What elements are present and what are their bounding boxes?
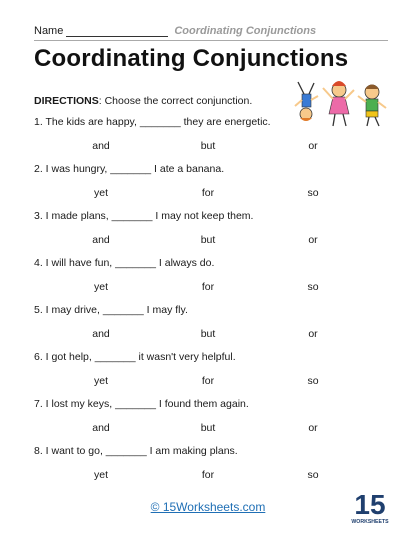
- question-text: 4. I will have fun, _______ I always do.: [34, 257, 215, 269]
- logo-number: 15: [354, 489, 386, 520]
- question-text: 2. I was hungry, _______ I ate a banana.: [34, 163, 225, 175]
- answer-option[interactable]: so: [307, 281, 319, 293]
- answer-option[interactable]: or: [308, 140, 318, 152]
- page-title: Coordinating Conjunctions: [34, 45, 349, 72]
- question-text: 7. I lost my keys, _______ I found them again.: [34, 398, 249, 410]
- answer-option[interactable]: but: [200, 422, 216, 434]
- answer-option[interactable]: yet: [93, 375, 109, 387]
- copyright-link[interactable]: © 15Worksheets.com: [150, 500, 266, 514]
- name-header: [34, 23, 404, 37]
- answer-options: [0, 328, 416, 342]
- answer-option[interactable]: and: [92, 140, 110, 152]
- answer-option[interactable]: yet: [93, 187, 109, 199]
- 15-worksheets-logo: [350, 486, 390, 526]
- name-label: Name: [34, 25, 64, 37]
- header-divider: [34, 40, 388, 41]
- answer-options: [0, 140, 416, 154]
- question-text: 5. I may drive, _______ I may fly.: [34, 304, 188, 316]
- answer-option[interactable]: but: [200, 328, 216, 340]
- header-sheet-title: Coordinating Conjunctions: [174, 25, 317, 37]
- logo-wordmark: WORKSHEETS: [351, 519, 389, 525]
- answer-option[interactable]: but: [200, 140, 216, 152]
- dancing-kids-illustration: [292, 78, 390, 128]
- answer-option[interactable]: for: [201, 281, 215, 293]
- answer-option[interactable]: yet: [93, 469, 109, 481]
- directions-text: : Choose the correct conjunction.: [98, 95, 253, 107]
- answer-options: [0, 281, 416, 295]
- answer-option[interactable]: or: [308, 234, 318, 246]
- answer-options: [0, 375, 416, 389]
- answer-option[interactable]: yet: [93, 281, 109, 293]
- answer-option[interactable]: or: [308, 422, 318, 434]
- question-text: 3. I made plans, _______ I may not keep them.: [34, 210, 254, 222]
- answer-options: [0, 469, 416, 483]
- answer-option[interactable]: so: [307, 187, 319, 199]
- question-text: 1. The kids are happy, _______ they are energetic.: [34, 116, 271, 128]
- answer-option[interactable]: for: [201, 469, 215, 481]
- answer-option[interactable]: or: [308, 328, 318, 340]
- answer-option[interactable]: but: [200, 234, 216, 246]
- answer-option[interactable]: for: [201, 375, 215, 387]
- answer-option[interactable]: so: [307, 469, 319, 481]
- answer-options: [0, 234, 416, 248]
- directions: [34, 95, 252, 107]
- answer-option[interactable]: so: [307, 375, 319, 387]
- answer-options: [0, 187, 416, 201]
- answer-option[interactable]: and: [92, 328, 110, 340]
- question-text: 6. I got help, _______ it wasn't very helpful.: [34, 351, 236, 363]
- answer-option[interactable]: and: [92, 234, 110, 246]
- answer-options: [0, 422, 416, 436]
- name-field[interactable]: [66, 26, 168, 37]
- answer-option[interactable]: and: [92, 422, 110, 434]
- question-text: 8. I want to go, _______ I am making plans.: [34, 445, 238, 457]
- answer-option[interactable]: for: [201, 187, 215, 199]
- directions-label: DIRECTIONS: [34, 95, 99, 107]
